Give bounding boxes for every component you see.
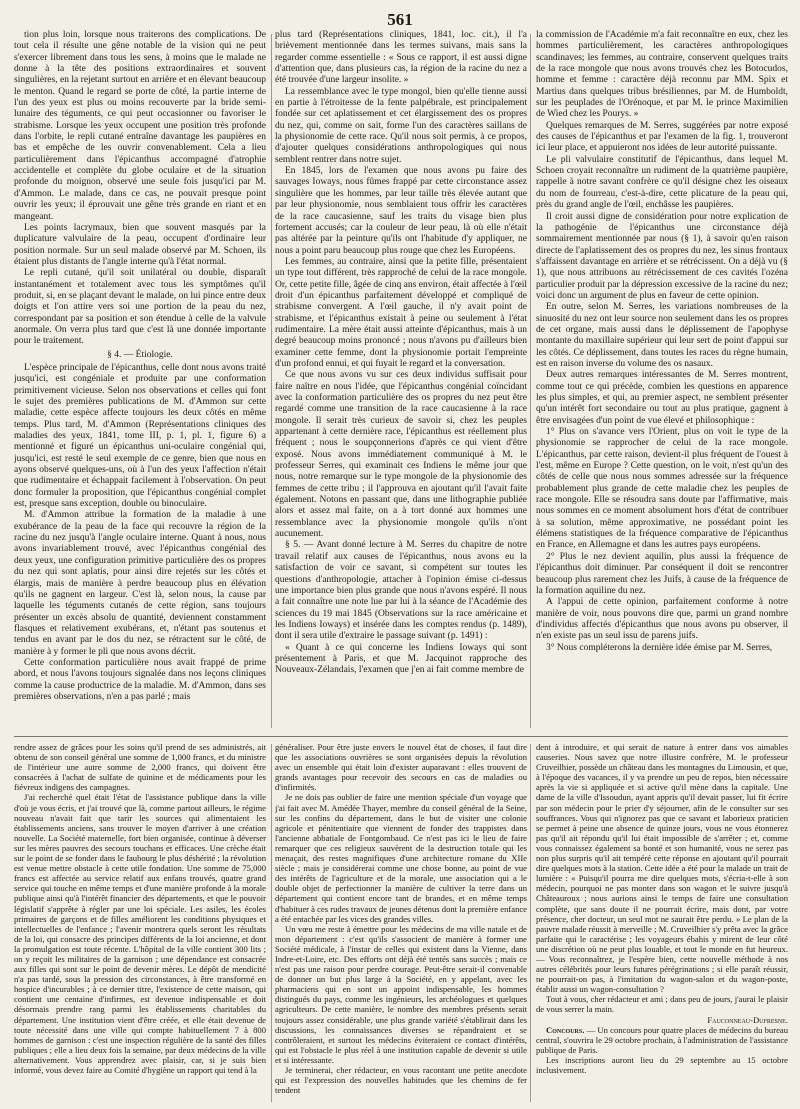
paragraph: La ressemblance avec le type mongol, bien qu'elle tienne aussi en partie à l'étroitesse de la fente palpébrale, est principalement fondée sur cet aplatissement et cet élargissement des os propres du nez, qui, comme on sait, forme l'un des caractères saillans de la physionomie de cette race. Qu'il nous soit permis, à ce propos, d'ajouter quelques considérations anthropologiques qui nous semblent rentrer dans notre sujet. xyxy=(275,86,527,165)
paragraph: généraliser. Pour être juste envers le nouvel état de choses, il faut dire que les associations ouvrières se sont organisées depuis la révolution avec un ensemble qui était loin d'exister auparavant : elles trouvent de grands avantages pour recevoir des secours en cas de maladies ou d'infirmités. xyxy=(275,742,527,793)
paragraph: dent à introduire, et qui serait de nature à entrer dans vos aimables causeries. Nous savez que notre illustre confrère, M. le professeur Cruveilhier, possède un château dans les montagnes du Limousin, et que, à l'époque des vacances, il y va prendre un peu de repos, bien nécessaire après la vie si appliquée et si active qu'il mène dans la capitale. Une dame de la ville d'Issoudun, ayant appris qu'il devait passer, lui fit écrire par son médecin pour le prier d'y séjourner, afin de le consulter sur ses souffrances. Vous qui n'ignorez pas que ce savant et laborieux praticien se permet à peine une absence de quinze jours, vous ne vous étonnerez pas qu'il ait répondu qu'il lui était impossible de s'arrêter ; et, comme vous connaissez également sa bonté et son humanité, vous ne serez pas non plus surpris qu'il ait tempéré cette réponse en ajoutant qu'il pourrait dire quelques mots à la station. Cette idée a été pour la malade un trait de lumière : « Puisqu'il pourra me dire quelques mots, s'écria-t-elle à son médecin, pourquoi ne pas monter dans son wagon et le suivre jusqu'à Châteauroux ; nous aurions ainsi le temps de faire une consultation complète, que sans doute il ne pourrait écrire, mais dont, par votre présence, cher docteur, un seul mot ne saurait être perdu. » Le plan de la pauvre malade réussit à merveille ; M. Cruveilhier s'y prêta avec la grâce parfaite qui le caractérise ; les voyageurs ébahis y mirent de leur côté une discrétion où ne peut plus louable, et tout le monde en fut heureux. — Vous reconnaîtrez, je l'espère bien, cette nouvelle méthode à nos autres célébrités pour leurs futures pérégrinations ; si elle paraît réussir, ne pourrait-on pas, à l'imitation du wagon-salon et du wagon-poste, établir aussi un wagon-consultation ? xyxy=(536,742,788,995)
section-heading: § 4. — Étiologie. xyxy=(107,349,173,360)
paragraph: Il croit aussi digne de considération pour notre explication de la pathogénie de l'épicanthus une circonstance déjà sommairement mentionnée par nous (§ 1), à savoir qu'en raison directe de l'aplatissement des os propres du nez, les sinus frontaux s'affaissent davantage en arrière et se rétrécissent. On a déjà vu (§ 1), que nous attribuons au rétrécissement de ces cavités l'ozéna particulier produit par la dépression excessive de la racine du nez; voici donc un argument de plus en faveur de cette opinion. xyxy=(536,211,788,301)
column-separator xyxy=(530,34,531,728)
paragraph: la commission de l'Académie m'a fait reconnaître en eux, chez les hommes particulièrement, les caractères anthropologiques scandinaves; les femmes, au contraire, conservent quelques traits de la race mongole que nous avons trouvés chez les Botocudos, homme et femme : caractère déjà reconnu par MM. Spix et Martius dans quelques tribus brésiliennes, par M. de Humboldt, sur les peuplades de l'Orénoque, et par M. le prince Maximilien de Wied chez les Pourys. » xyxy=(536,30,788,120)
top-column-3 xyxy=(536,30,788,730)
section-divider xyxy=(14,736,788,737)
paragraph: En outre, selon M. Serres, les variations nombreuses de la sinuosité du nez ont leur source non seulement dans les os propres de cet organe, mais aussi dans le déplissement de l'apophyse montante du maxillaire supérieur qui leur sert de point d'appui sur les côtés. Ce déplissement, dans toutes les races du règne humain, est en raison inverse du volume des os nasaux. xyxy=(536,302,788,369)
paragraph: Tout à vous, cher rédacteur et ami ; dans peu de jours, j'aurai le plaisir de vous serrer la main. xyxy=(536,994,788,1015)
paragraph: Le pli valvulaire constitutif de l'épicanthus, dans lequel M. Schoen croyait reconnaître un rudiment de la quatrième paupière, rappelle à notre savant confrère ce qu'il désigne chez les oiseaux du nom de fourreau, c'est-à-dire, cette plicature de la peau qui, près du grand angle de l'œil, enchâsse les paupières. xyxy=(536,154,788,211)
notice-heading: Concours. xyxy=(546,1024,585,1035)
bottom-column-1 xyxy=(14,742,266,1102)
article-top xyxy=(14,30,788,730)
paragraph: J'ai recherché quel était l'état de l'assistance publique dans la ville d'où je vous écris, et j'ai trouvé que là, comme partout ailleurs, le régime nouveau n'avait fait que tarir les sources qui alimentaient les établissements anciens, sans trouver le moyen d'arriver à une création nouvelle. La Société maternelle, fort bien organisée, continue à déverser sur les mères pauvres des secours touchans et efficaces. Une crèche était sur le point de se fonder dans le faubourg le plus déshérité ; la révolution est venue mettre obstacle à cette utile fondation. Une somme de 75,000 francs est affectée au service relatif aux enfans trouvés, quatre grand service qui touche en même temps et d'une manière profonde à la morale publique ainsi qu'à l'intérêt financier des départements, et que le pouvoir législatif s'apprête à régler par une loi spéciale. Les asiles, les écoles primaires de garçons et de filles améliorent les conditions physiques et intellectuelles de l'enfance ; l'avenir montrera quels seront les résultats de la loi, qui consacre des principes différents de la loi ancienne, et dont la promulgation est toute récente. L'hôpital de la ville contient 300 lits ; on y reçoit les militaires de la garnison ; une dépendance est consacrée aux filles qui sont sur le point de devenir mères. Le dépôt de mendicité n'a pas tardé, sous la pression des circonstances, à être transformé en hospice d'incurables ; à ce dernier titre, l'existence de cette maison, qui contient une centaine d'infirmes, est devenue indispensable et doit désormais prendre rang parmi les établissements charitables du département. Une institution vient d'être créée, et elle était devenue de toute nécessité dans une ville qui compte habituellement 7 à 800 hommes de garnison : c'est une inspection régulière de la santé des filles publiques ; elle a lieu deux fois la semaine, par deux médecins de la ville alternativement. Vous apprendrez avec plaisir, car, si je suis bien informé, vous devez faire au Comité d'hygiène un rapport qui tend à la xyxy=(14,792,266,1075)
paragraph: 2° Plus le nez devient aquilin, plus aussi la fréquence de l'épicanthus doit diminuer. Par conséquent il doit se rencontrer beaucoup plus rarement chez les Juifs, à cause de la fréquence de la formation aquiline du nez. xyxy=(536,551,788,596)
paragraph: Deux autres remarques intéressantes de M. Serres montrent, comme tout ce qui précède, combien les questions en apparence les plus simples, et qui, au premier aspect, ne semblent présenter qu'un intérêt fort secondaire ou tout au plus pratique, gagnent à être envisagées d'un point de vue élevé et philosophique : xyxy=(536,370,788,426)
paragraph: plus tard (Représentations cliniques, 1841, loc. cit.), il l'a brièvement mentionnée dans les termes suivans, mais sans la regarder comme essentielle : « Sous ce rapport, il est aussi digne d'attention que, dans plusieurs cas, la région de la racine du nez a été trouvée d'une largeur insolite. » xyxy=(275,30,527,86)
paragraph: Je terminerai, cher rédacteur, en vous racontant une petite anecdote qui est l'expression des nouvelles habitudes que les chemins de fer tendent xyxy=(275,1065,527,1096)
top-column-1 xyxy=(14,30,266,730)
paragraph: Le repli cutané, qu'il soit unilatéral ou double, disparaît instantanément et totalement avec tous les symptômes qu'il produit, si, en se plaçant devant le malade, on lui pince entre deux doigts et l'on attire vers soi une portion de la peau du nez, correspondant par sa position et son étendue à celle de la valvule anormale. On verra plus tard que c'est là une donnée importante pour le traitement. xyxy=(14,268,266,347)
paragraph: rendre assez de grâces pour les soins qu'il prend de ses administrés, ait obtenu de son conseil général une somme de 1,000 francs, et du ministre de l'intérieur une autre somme de 2,000 francs, qui doivent être consacrées à l'achat de sulfate de quinine et de médicaments pour les fiévreux indigens des campagnes. xyxy=(14,742,266,793)
paragraph: Quelques remarques de M. Serres, suggérées par notre exposé des causes de l'épicanthus et par l'examen de la fig. 1, trouveront ici leur place, et appuieront nos idées de leur autorité puissante. xyxy=(536,120,788,154)
signature: Fauconneau-Dufresne. xyxy=(707,1014,788,1025)
paragraph: § 5. — Avant donné lecture à M. Serres du chapitre de notre travail relatif aux causes de l'épicanthus, nous avons eu la satisfaction de voir ce savant, si compétent sur toutes les questions d'anthropologie, attacher à l'opinion émise ci-dessus une importance bien plus grande que nous n'avons espéré. Il nous a fait connaître une note lue par lui à la séance de l'Académie des sciences du 19 mai 1845 (Observations sur la race américaine et les Indiens Ioways) et insérée dans les comptes rendus (p. 1489), dont il sera utile d'extraire le passage suivant (p. 1491) : xyxy=(275,540,527,642)
paragraph: A l'appui de cette opinion, parfaitement conforme à notre manière de voir, nous pouvons dire que, parmi un grand nombre d'individus affectés d'épicanthus que nous avons pu observer, il n'en existe pas un seul issu de parens juifs. xyxy=(536,597,788,642)
notice-paragraph: Les inscriptions auront lieu du 29 septembre au 15 octobre inclusivement. xyxy=(536,1054,788,1075)
page-number: 561 xyxy=(387,10,413,29)
notice-text: — Un concours pour quatre places de médecins du bureau central, s'ouvrira le 29 octobre prochain, à l'administration de l'assistance publique de Paris. xyxy=(536,1024,788,1055)
paragraph: M. d'Ammon attribue la formation de la maladie à une exubérance de la peau de la face qui recouvre la région de la racine du nez jusqu'à l'angle oculaire interne. Quant à nous, nous avons invariablement trouvé, avec l'épicanthus congénial des deux yeux, une configuration primitive particulière des os propres du nez qui sont aplatis, pour ainsi dire rejetés sur les côtés et élargis, mais de manière à perdre beaucoup plus en élévation qu'ils ne gagnent en largeur. C'est là, selon nous, la cause par laquelle les téguments cutanés de cette région, sans toujours présenter un excès absolu de quantité, deviennent constamment flasques et relativement exubérans, et, n'étant pas soutenus et tendus en avant par le dos du nez, se rétractent sur le côté, de manière à y former le pli que nous avons décrit. xyxy=(14,510,266,657)
bottom-column-3 xyxy=(536,742,788,1102)
paragraph: Les points lacrymaux, bien que souvent masqués par la duplicature valvulaire de la peau, occupent d'ordinaire leur position normale. Sur un seul malade observé par M. Schoen, ils étaient plus distants de l'angle interne qu'à l'état normal. xyxy=(14,222,266,267)
bottom-column-2 xyxy=(275,742,527,1102)
paragraph: « Quant à ce qui concerne les Indiens Ioways qui sont présentement à Paris, et que M. Jacquinot rapproche des Nouveaux-Zélandais, l'examen que j'en ai fait comme membre de xyxy=(275,642,527,676)
paragraph: tion plus loin, lorsque nous traiterons des complications. De tout cela il résulte une gêne notable de la vision qui ne peut s'exercer librement dans tous les sens, à moins que le malade ne donne à la tête des positions extraordinaires et souvent singulières, en la rejetant surtout en arrière et en élevant beaucoup le menton. Quand le regard se porte de côté, la partie interne de l'un des yeux est plus ou moins recouverte par la bride semi-lunaire des téguments, ce qui peut occasionner ou favoriser le strabisme. Lorsque les yeux occupent une position très profonde dans l'orbite, le repli cutané entraîne davantage les paupières en bas et empêche de les ouvrir convenablement. Cela a lieu particulièrement dans l'épicanthus accompagné d'atrophie accidentelle et complète du globe oculaire et de la situation profonde du moignon, observé une seule fois jusqu'ici par M. d'Ammon. Le malade, dans ce cas, ne pouvait presque point ouvrir les yeux; il éprouvait une gêne très grande en riant et en mangeant. xyxy=(14,30,266,222)
column-separator xyxy=(530,744,531,1102)
letter-bottom xyxy=(14,742,788,1102)
paragraph: 3° Nous compléterons la dernière idée émise par M. Serres, xyxy=(546,642,773,653)
notice-paragraph xyxy=(536,1025,788,1055)
paragraph: Ce que nous avons vu sur ces deux individus suffisait pour faire naître en nous l'idée, que l'épicanthus congénial coïncidant avec la conformation particulière des os propres du nez peut être regardé comme une transition de la race caucasienne à la race mongole. Il serait très curieux de savoir si, chez les peuples appartenant à cette dernière race, l'épicanthus est réellement plus fréquent ; nous le soupçonnerions d'après ce qui vient d'être exposé. Nous avons immédiatement communiqué à M. le professeur Serres, qui examinait ces Indiens le même jour que nous, notre remarque sur le type mongole de la physionomie des femmes de cette tribu ; il l'approuva en ajoutant qu'il l'avait faite également. Notons en passant que, dans une lithographie publiée alors et assez mal faite, on a à tort donné aux hommes une ressemblance avec la physionomie mongole qu'ils n'ont aucunement. xyxy=(275,370,527,540)
top-column-2 xyxy=(275,30,527,730)
paragraph: Cette conformation particulière nous avait frappé de prime abord, et nous l'avons toujours signalée dans nos leçons cliniques comme la cause productrice de la maladie. M. d'Ammon, dans ses premières observations, n'en a pas parlé ; mais xyxy=(14,657,266,702)
paragraph: Un vœu me reste à émettre pour les médecins de ma ville natale et de mon département : c'est qu'ils s'associent de manière à former une Société médicale, à l'instar de celles qui existent dans la Vienne, dans Indre-et-Loire, etc. Des efforts ont déjà été tentés sans succès ; mais ce n'est pas une raison pour perdre courage. Peut-être serait-il convenable de donner un but plus large à la Société, en y appelant, avec les pharmaciens qui en sont un appoint indispensable, les hommes distingués du pays, comme les ingénieurs, les archéologues et quelques agriculteurs. De cette manière, le nombre des membres présents serait toujours assez considérable, une plus grande variété s'établirait dans les discussions, les connaissances diverses se répandraient et se contrôleraient, et surtout les médecins éviteraient ce contact d'intérêts, qui est l'obstacle le plus réel à une institution capable de devenir si utile et si intéressante. xyxy=(275,923,527,1065)
paragraph: Je ne dois pas oublier de faire une mention spéciale d'un voyage que j'ai fait avec M. Amédée Thayer, membre du conseil général de la Seine, sur les confins du département, dans le but de visiter une colonie agricole et pénitentiaire que viennent de fonder des trappistes dans l'ancienne abbatiale de Fontgombaud. Ce n'est pas ici le lieu de faire remarquer que ces religieux sauvèrent de la destruction totale qui les menaçait, des restes magnifiques d'une architecture romane du XIIe siècle ; mais je considérerai comme une chose bonne, au point de vue des intérêts de l'agriculture et de la morale, une association qui a le double objet de perfectionner la manière de cultiver la terre dans un département qui contient encore tant de brandes, et en même temps d'habituer à ces rudes travaux de jeunes détenus dont la première enfance a été entachée par les vices des grandes villes. xyxy=(275,792,527,924)
column-separator xyxy=(271,34,272,728)
column-separator xyxy=(271,744,272,1102)
paragraph: Les femmes, au contraire, ainsi que la petite fille, présentaient un type tout différent, très rapproché de celui de la race mongole. Or, cette petite fille, âgée de cinq ans environ, était affectée à l'œil droit d'un épicanthus parfaitement développé et compliqué de strabisme convergent. A l'œil gauche, il n'y avait point de strabisme, et l'épicanthus existait à peine ou seulement à l'état rudimentaire. La mère était aussi atteinte d'épicanthus, mais à un degré beaucoup moins prononcé ; nous n'avons pu d'ailleurs bien examiner cette femme, dont la physionomie portait l'empreinte d'un profond ennui, et qui fuyait le regard et la conversation. xyxy=(275,256,527,369)
paragraph: L'espèce principale de l'épicanthus, celle dont nous avons traité jusqu'ici, est congéniale et produite par une conformation primitivement vicieuse. Selon nos observations et celles qui font le sujet des premières publications de M. d'Ammon sur cette maladie, cette espèce affecte toujours les deux côtés en même temps. Plus tard, M. d'Ammon (Représentations cliniques des maladies des yeux, 1841, tome III, p. 1, pl. 1, figure 6) a mentionné et figuré un épicanthus uni-oculaire congénial qui, jusqu'ici, est resté le seul exemple de ce genre, bien que nous en ayons observé quelques-uns, où à l'un des yeux l'affection n'était que rudimentaire et échappait facilement à l'observation. On peut donc formuler la proposition, que l'épicanthus congénial complet est, presque sans exception, double ou binoculaire. xyxy=(14,362,266,510)
paragraph: En 1845, lors de l'examen que nous avons pu faire des sauvages Ioways, nous fûmes frappé par cette circonstance assez singulière que les hommes, par leur taille très élevée autant que par leur physionomie, nous semblaient tous offrir les caractères de la race caucasienne, sauf les traits du visage bien plus fortement accusés; car la couleur de leur peau, là où elle n'était pas altérée par la peinture qu'ils ont l'habitude d'y appliquer, ne nous a point paru beaucoup plus rouge que chez les Européens. xyxy=(275,166,527,256)
paragraph: 1° Plus on s'avance vers l'Orient, plus on voit le type de la physionomie se rapprocher de celui de la race mongole. L'épicanthus, par cette raison, devient-il plus fréquent de l'ouest à l'est, même en Europe ? Cette question, on le voit, n'est qu'un des côtés de celle que nous nous sommes adressée sur la fréquence probablement plus grande de cette maladie chez les peuples de race mongole. Elle se résoudra sans doute par l'affirmative, mais nous sommes en ce moment absolument hors d'état de contribuer à sa solution, même approximative, ne possédant point les élémens statistiques de la fréquence comparative de l'épicanthus en France, en Allemagne et dans les autres pays européens. xyxy=(536,427,788,551)
